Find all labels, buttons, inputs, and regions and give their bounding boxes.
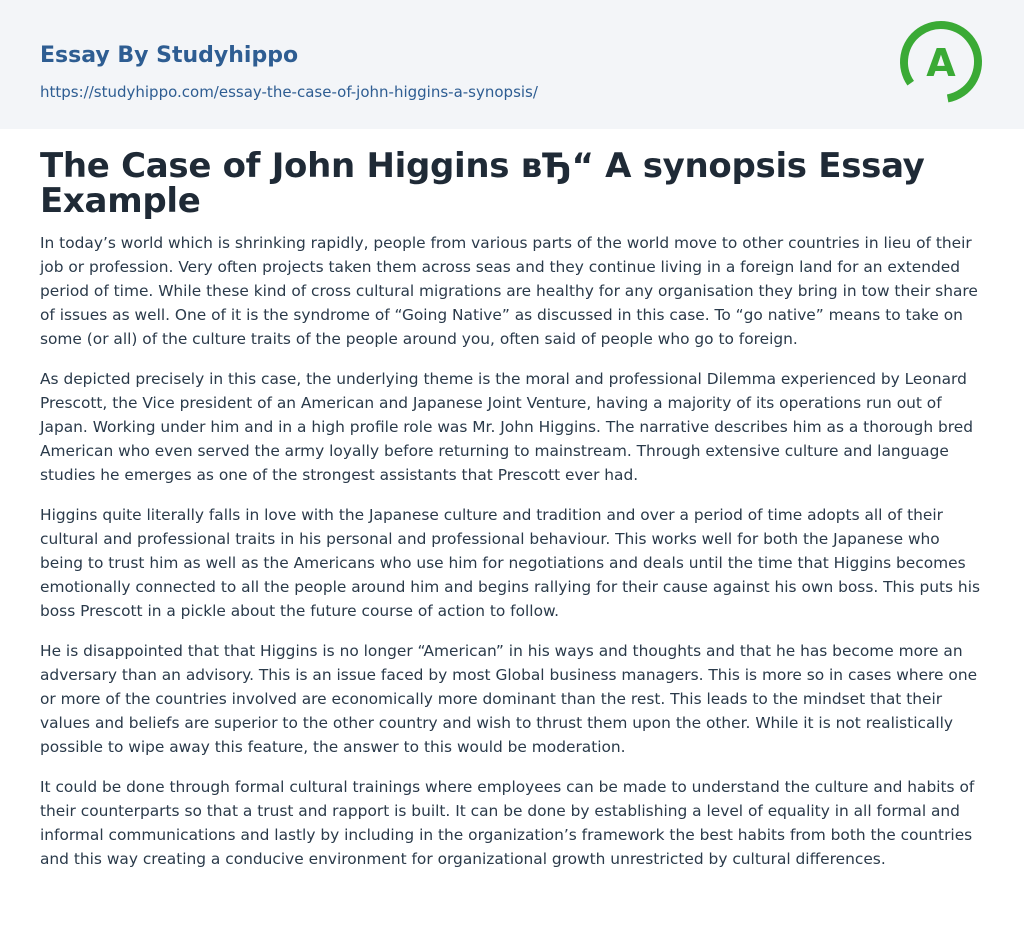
site-brand[interactable]: Essay By Studyhippo [40, 43, 299, 68]
article-url-link[interactable]: https://studyhippo.com/essay-the-case-of-john-higgins-a-synopsis/ [40, 83, 538, 101]
site-header [0, 0, 1024, 129]
article-paragraph: He is disappointed that that Higgins is no longer “American” in his ways and thoughts and that he has become more an adversary than an advisory. This is an issue faced by most Global business managers. This is more so in cases where one or more of the countries involved are economically more dominant than the rest. This leads to the mindset that their values and beliefs are superior to the other country and wish to thrust them upon the other. While it is not realistically possible to wipe away this feature, the answer to this would be moderation. [40, 642, 978, 756]
article-paragraph: Higgins quite literally falls in love with the Japanese culture and tradition and over a period of time adopts all of their cultural and professional traits in his personal and professional behaviour. This works well for both the Japanese who being to trust him as well as the Americans who use him for negotiations and deals until the time that Higgins becomes emotionally connected to all the people around him and begins rallying for their cause against his own boss. This puts his boss Prescott in a pickle about the future course of action to follow. [40, 506, 980, 620]
logo-letter: A [926, 41, 956, 85]
article-paragraph: In today’s world which is shrinking rapidly, people from various parts of the world move to other countries in lieu of their job or profession. Very often projects taken them across seas and they continue living in a foreign land for an extended period of time. While these kind of cross cultural migrations are healthy for any organisation they bring in tow their share of issues as well. One of it is the syndrome of “Going Native” as discussed in this case. To “go native” means to take on some (or all) of the culture traits of the people around you, often said of people who go to foreign. [40, 234, 978, 348]
article-paragraph: As depicted precisely in this case, the underlying theme is the moral and professional Dilemma experienced by Leonard Prescott, the Vice president of an American and Japanese Joint Venture, having a majority of its operations run out of Japan. Working under him and in a high profile role was Mr. John Higgins. The narrative describes him as a thorough bred American who even served the army loyally before returning to mainstream. Through extensive culture and language studies he emerges as one of the strongest assistants that Prescott ever had. [40, 370, 973, 484]
article [0, 146, 1024, 871]
article-title: The Case of John Higgins вЂ“ A synopsis Essay Example [40, 146, 925, 221]
studyhippo-logo-icon[interactable] [898, 19, 984, 105]
article-paragraph: It could be done through formal cultural trainings where employees can be made to understand the culture and habits of their counterparts so that a trust and rapport is built. It can be done by establishing a level of equality in all formal and informal communications and lastly by including in the organization’s framework the best habits from both the countries and this way creating a conducive environment for organizational growth unrestricted by cultural differences. [40, 778, 975, 868]
